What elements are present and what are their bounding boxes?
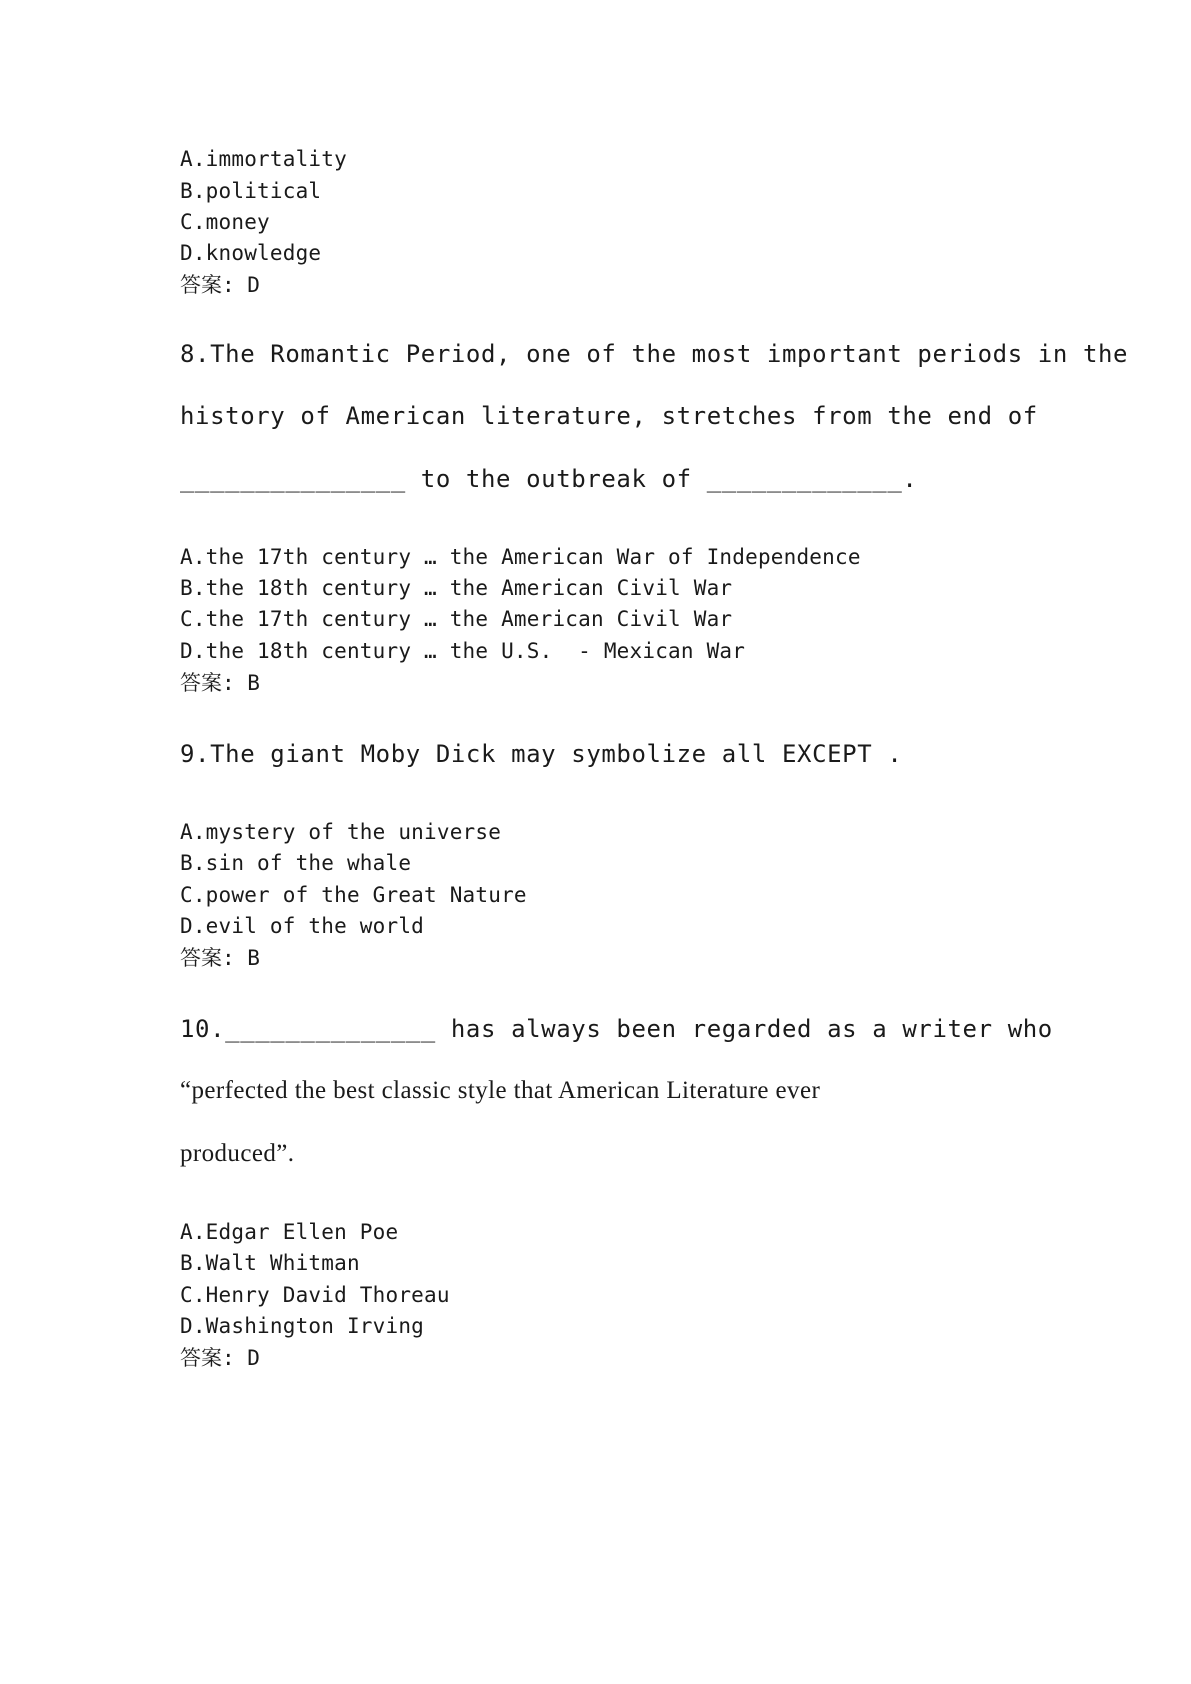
q10-option-a: A.Edgar Ellen Poe <box>180 1220 399 1244</box>
q8-answer: 答案: B <box>180 671 260 695</box>
q7-option-b: B.political <box>180 179 322 203</box>
q10-option-c: C.Henry David Thoreau <box>180 1283 450 1307</box>
q10-question-line-2: “perfected the best classic style that American Literature ever <box>180 1077 821 1104</box>
q9-question-line-1: 9.The giant Moby Dick may symbolize all EXCEPT . <box>180 740 903 768</box>
q7-option-c: C.money <box>180 210 270 234</box>
q9-option-c: C.power of the Great Nature <box>180 883 527 907</box>
q7-answer: 答案: D <box>180 273 260 297</box>
q8-option-a: A.the 17th century … the American War of Independence <box>180 545 861 569</box>
q8-question-line-3: _______________ to the outbreak of _____________. <box>180 465 918 493</box>
q9-option-b: B.sin of the whale <box>180 851 412 875</box>
q10-option-b: B.Walt Whitman <box>180 1251 360 1275</box>
q7-option-d: D.knowledge <box>180 241 322 265</box>
q8-option-d: D.the 18th century … the U.S. - Mexican War <box>180 639 746 663</box>
q10-option-d: D.Washington Irving <box>180 1314 425 1338</box>
q9-answer: 答案: B <box>180 946 260 970</box>
q8-question-line-2: history of American literature, stretches from the end of <box>180 402 1038 430</box>
q9-option-d: D.evil of the world <box>180 914 425 938</box>
q8-question-line-1: 8.The Romantic Period, one of the most important periods in the <box>180 340 1129 368</box>
q10-answer: 答案: D <box>180 1346 260 1370</box>
q10-question-line-3: produced”. <box>180 1140 295 1167</box>
q8-option-c: C.the 17th century … the American Civil War <box>180 607 733 631</box>
q9-option-a: A.mystery of the universe <box>180 820 502 844</box>
q7-option-a: A.immortality <box>180 147 347 171</box>
q8-option-b: B.the 18th century … the American Civil War <box>180 576 733 600</box>
q10-question-line-1: 10.______________ has always been regarded as a writer who <box>180 1015 1053 1043</box>
